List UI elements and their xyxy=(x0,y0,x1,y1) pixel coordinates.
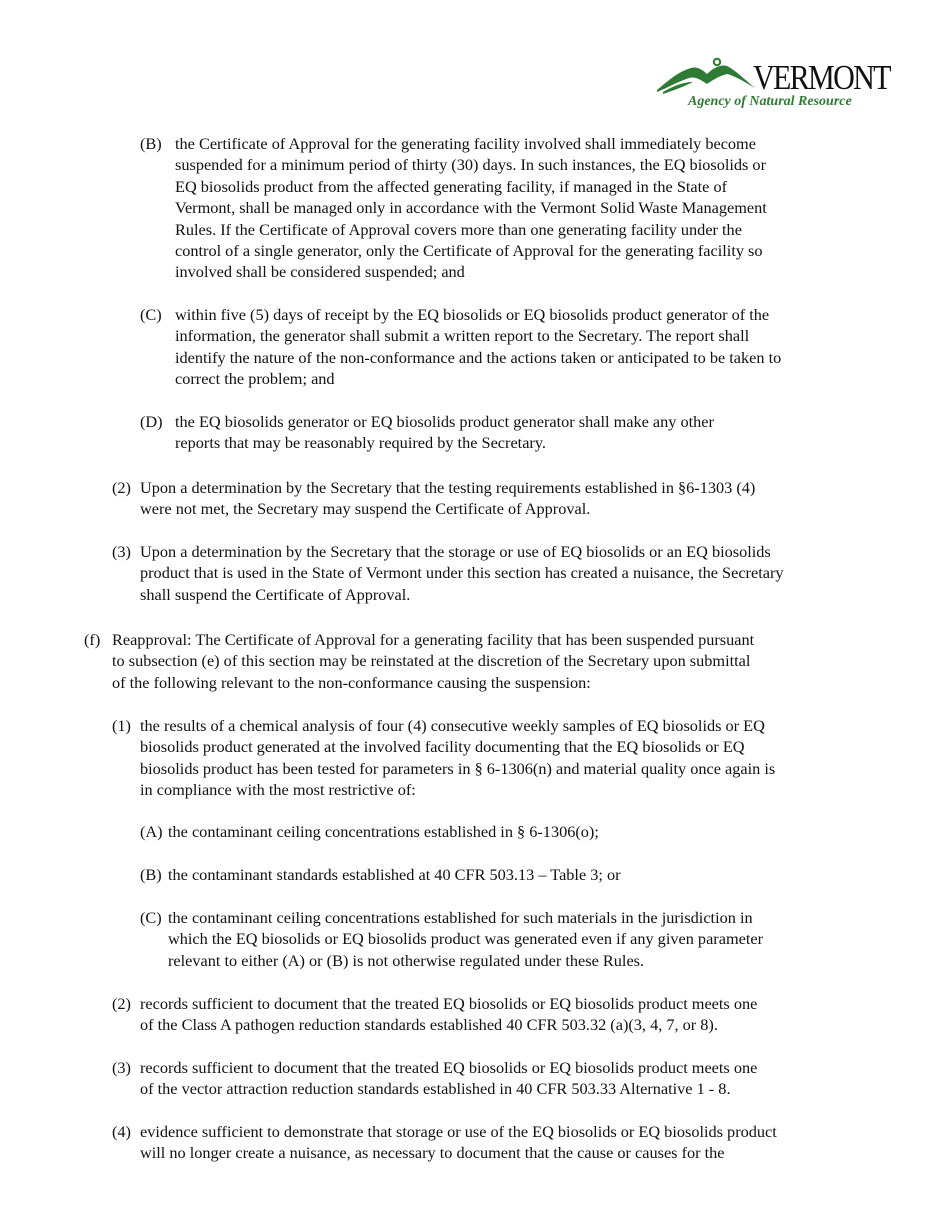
text-line: biosolids product has been tested for parameters in § 6-1306(n) and material quality once again is xyxy=(140,758,776,778)
text-line: information, the generator shall submit a written report to the Secretary. The report shall xyxy=(175,326,750,346)
clause-text xyxy=(140,715,775,801)
clause-text xyxy=(140,993,757,1036)
clause-label: (B) xyxy=(140,865,162,884)
text-line: of the vector attraction reduction standards established in 40 CFR 503.33 Alternative 1 - 8. xyxy=(140,1079,731,1099)
text-line: the results of a chemical analysis of four (4) consecutive weekly samples of EQ biosolids or EQ xyxy=(140,716,765,735)
clause-text xyxy=(140,1057,757,1100)
clause-label: (f) xyxy=(84,630,101,649)
clause-text xyxy=(140,477,755,520)
clause-f2-pathogen xyxy=(112,993,757,1036)
text-line: of the Class A pathogen reduction standards established 40 CFR 503.32 (a)(3, 4, 7, or 8). xyxy=(140,1015,718,1035)
clause-label: (3) xyxy=(112,542,131,561)
clause-label: (B) xyxy=(140,134,162,153)
text-line: of the following relevant to the non-conformance causing the suspension: xyxy=(112,672,591,692)
text-line: Reapproval: The Certificate of Approval for a generating facility that has been suspended pursuant xyxy=(112,630,755,649)
text-line: biosolids product generated at the involved facility documenting that the EQ biosolids or EQ xyxy=(140,737,745,757)
clause-text xyxy=(175,411,714,454)
text-line: Rules. If the Certificate of Approval covers more than one generating facility under the xyxy=(175,219,742,239)
clause-2-testing xyxy=(112,477,755,520)
text-line: were not met, the Secretary may suspend the Certificate of Approval. xyxy=(140,499,591,519)
clause-text xyxy=(140,541,784,605)
text-line: suspended for a minimum period of thirty (30) days. In such instances, the EQ biosolids or xyxy=(175,155,766,175)
clause-text xyxy=(168,864,621,885)
clause-text xyxy=(168,821,599,842)
clause-label: (D) xyxy=(140,412,163,431)
text-line: in compliance with the most restrictive of: xyxy=(140,780,416,800)
clause-label: (C) xyxy=(140,908,162,927)
text-line: reports that may be reasonably required by the Secretary. xyxy=(175,433,547,453)
clause-label: (C) xyxy=(140,305,162,324)
text-line: Upon a determination by the Secretary that the testing requirements established in §6-1303 (4) xyxy=(140,478,756,497)
clause-label: (2) xyxy=(112,994,131,1013)
text-line: records sufficient to document that the treated EQ biosolids or EQ biosolids product meets one xyxy=(140,994,758,1013)
clause-text xyxy=(175,304,781,390)
text-line: the contaminant standards established at 40 CFR 503.13 – Table 3; or xyxy=(168,865,621,884)
text-line: identify the nature of the non-conformance and the actions taken or anticipated to be taken to xyxy=(175,347,782,367)
text-line: involved shall be considered suspended; and xyxy=(175,262,465,282)
section-f-reapproval xyxy=(84,629,754,693)
clause-f1-results xyxy=(112,715,775,801)
clause-f3-vector xyxy=(112,1057,757,1100)
text-line: the Certificate of Approval for the generating facility involved shall immediately become xyxy=(175,134,756,153)
vermont-anr-logo xyxy=(655,52,900,114)
logo-subtitle: Agency of Natural Resource xyxy=(688,94,852,109)
text-line: the contaminant ceiling concentrations established in § 6-1306(o); xyxy=(168,822,599,841)
clause-fc-jurisdiction xyxy=(140,907,763,971)
clause-f4-evidence xyxy=(112,1121,777,1164)
clause-label: (3) xyxy=(112,1058,131,1077)
text-line: product that is used in the State of Vermont under this section has created a nuisance, the Secretary xyxy=(140,563,784,583)
clause-fb-standards xyxy=(140,864,621,885)
text-line: records sufficient to document that the treated EQ biosolids or EQ biosolids product meets one xyxy=(140,1058,758,1077)
text-line: relevant to either (A) or (B) is not otherwise regulated under these Rules. xyxy=(168,950,645,970)
clause-3-nuisance xyxy=(112,541,784,605)
clause-text xyxy=(112,629,754,693)
text-line: will no longer create a nuisance, as necessary to document that the cause or causes for the xyxy=(140,1143,725,1163)
text-line: evidence sufficient to demonstrate that storage or use of the EQ biosolids or EQ biosolids product xyxy=(140,1122,777,1141)
clause-label: (A) xyxy=(140,822,163,841)
mountains-icon xyxy=(655,56,759,94)
text-line: EQ biosolids product from the affected generating facility, if managed in the State of xyxy=(175,176,728,196)
text-line: the EQ biosolids generator or EQ biosolids product generator shall make any other xyxy=(175,412,714,431)
clause-label: (4) xyxy=(112,1122,131,1141)
clause-label: (2) xyxy=(112,478,131,497)
text-line: which the EQ biosolids or EQ biosolids product was generated even if any given parameter xyxy=(168,929,764,949)
text-line: control of a single generator, only the Certificate of Approval for the generating facility so xyxy=(175,241,763,261)
clause-label: (1) xyxy=(112,716,131,735)
clause-text xyxy=(140,1121,777,1164)
text-line: shall suspend the Certificate of Approval. xyxy=(140,584,411,604)
clause-d-other-reports xyxy=(140,411,714,454)
clause-c-report xyxy=(140,304,781,390)
text-line: Upon a determination by the Secretary that the storage or use of EQ biosolids or an EQ biosolids xyxy=(140,542,771,561)
text-line: within five (5) days of receipt by the EQ biosolids or EQ biosolids product generator of the xyxy=(175,305,770,324)
text-line: correct the problem; and xyxy=(175,369,335,389)
clause-b-suspension xyxy=(140,133,767,283)
logo-wordmark: VERMONT xyxy=(753,58,890,97)
clause-fa-ceiling xyxy=(140,821,599,842)
clause-text xyxy=(168,907,763,971)
text-line: Vermont, shall be managed only in accordance with the Vermont Solid Waste Management xyxy=(175,198,767,218)
text-line: to subsection (e) of this section may be reinstated at the discretion of the Secretary upon submittal xyxy=(112,651,751,671)
text-line: the contaminant ceiling concentrations established for such materials in the jurisdiction in xyxy=(168,908,753,927)
clause-text xyxy=(175,133,767,283)
